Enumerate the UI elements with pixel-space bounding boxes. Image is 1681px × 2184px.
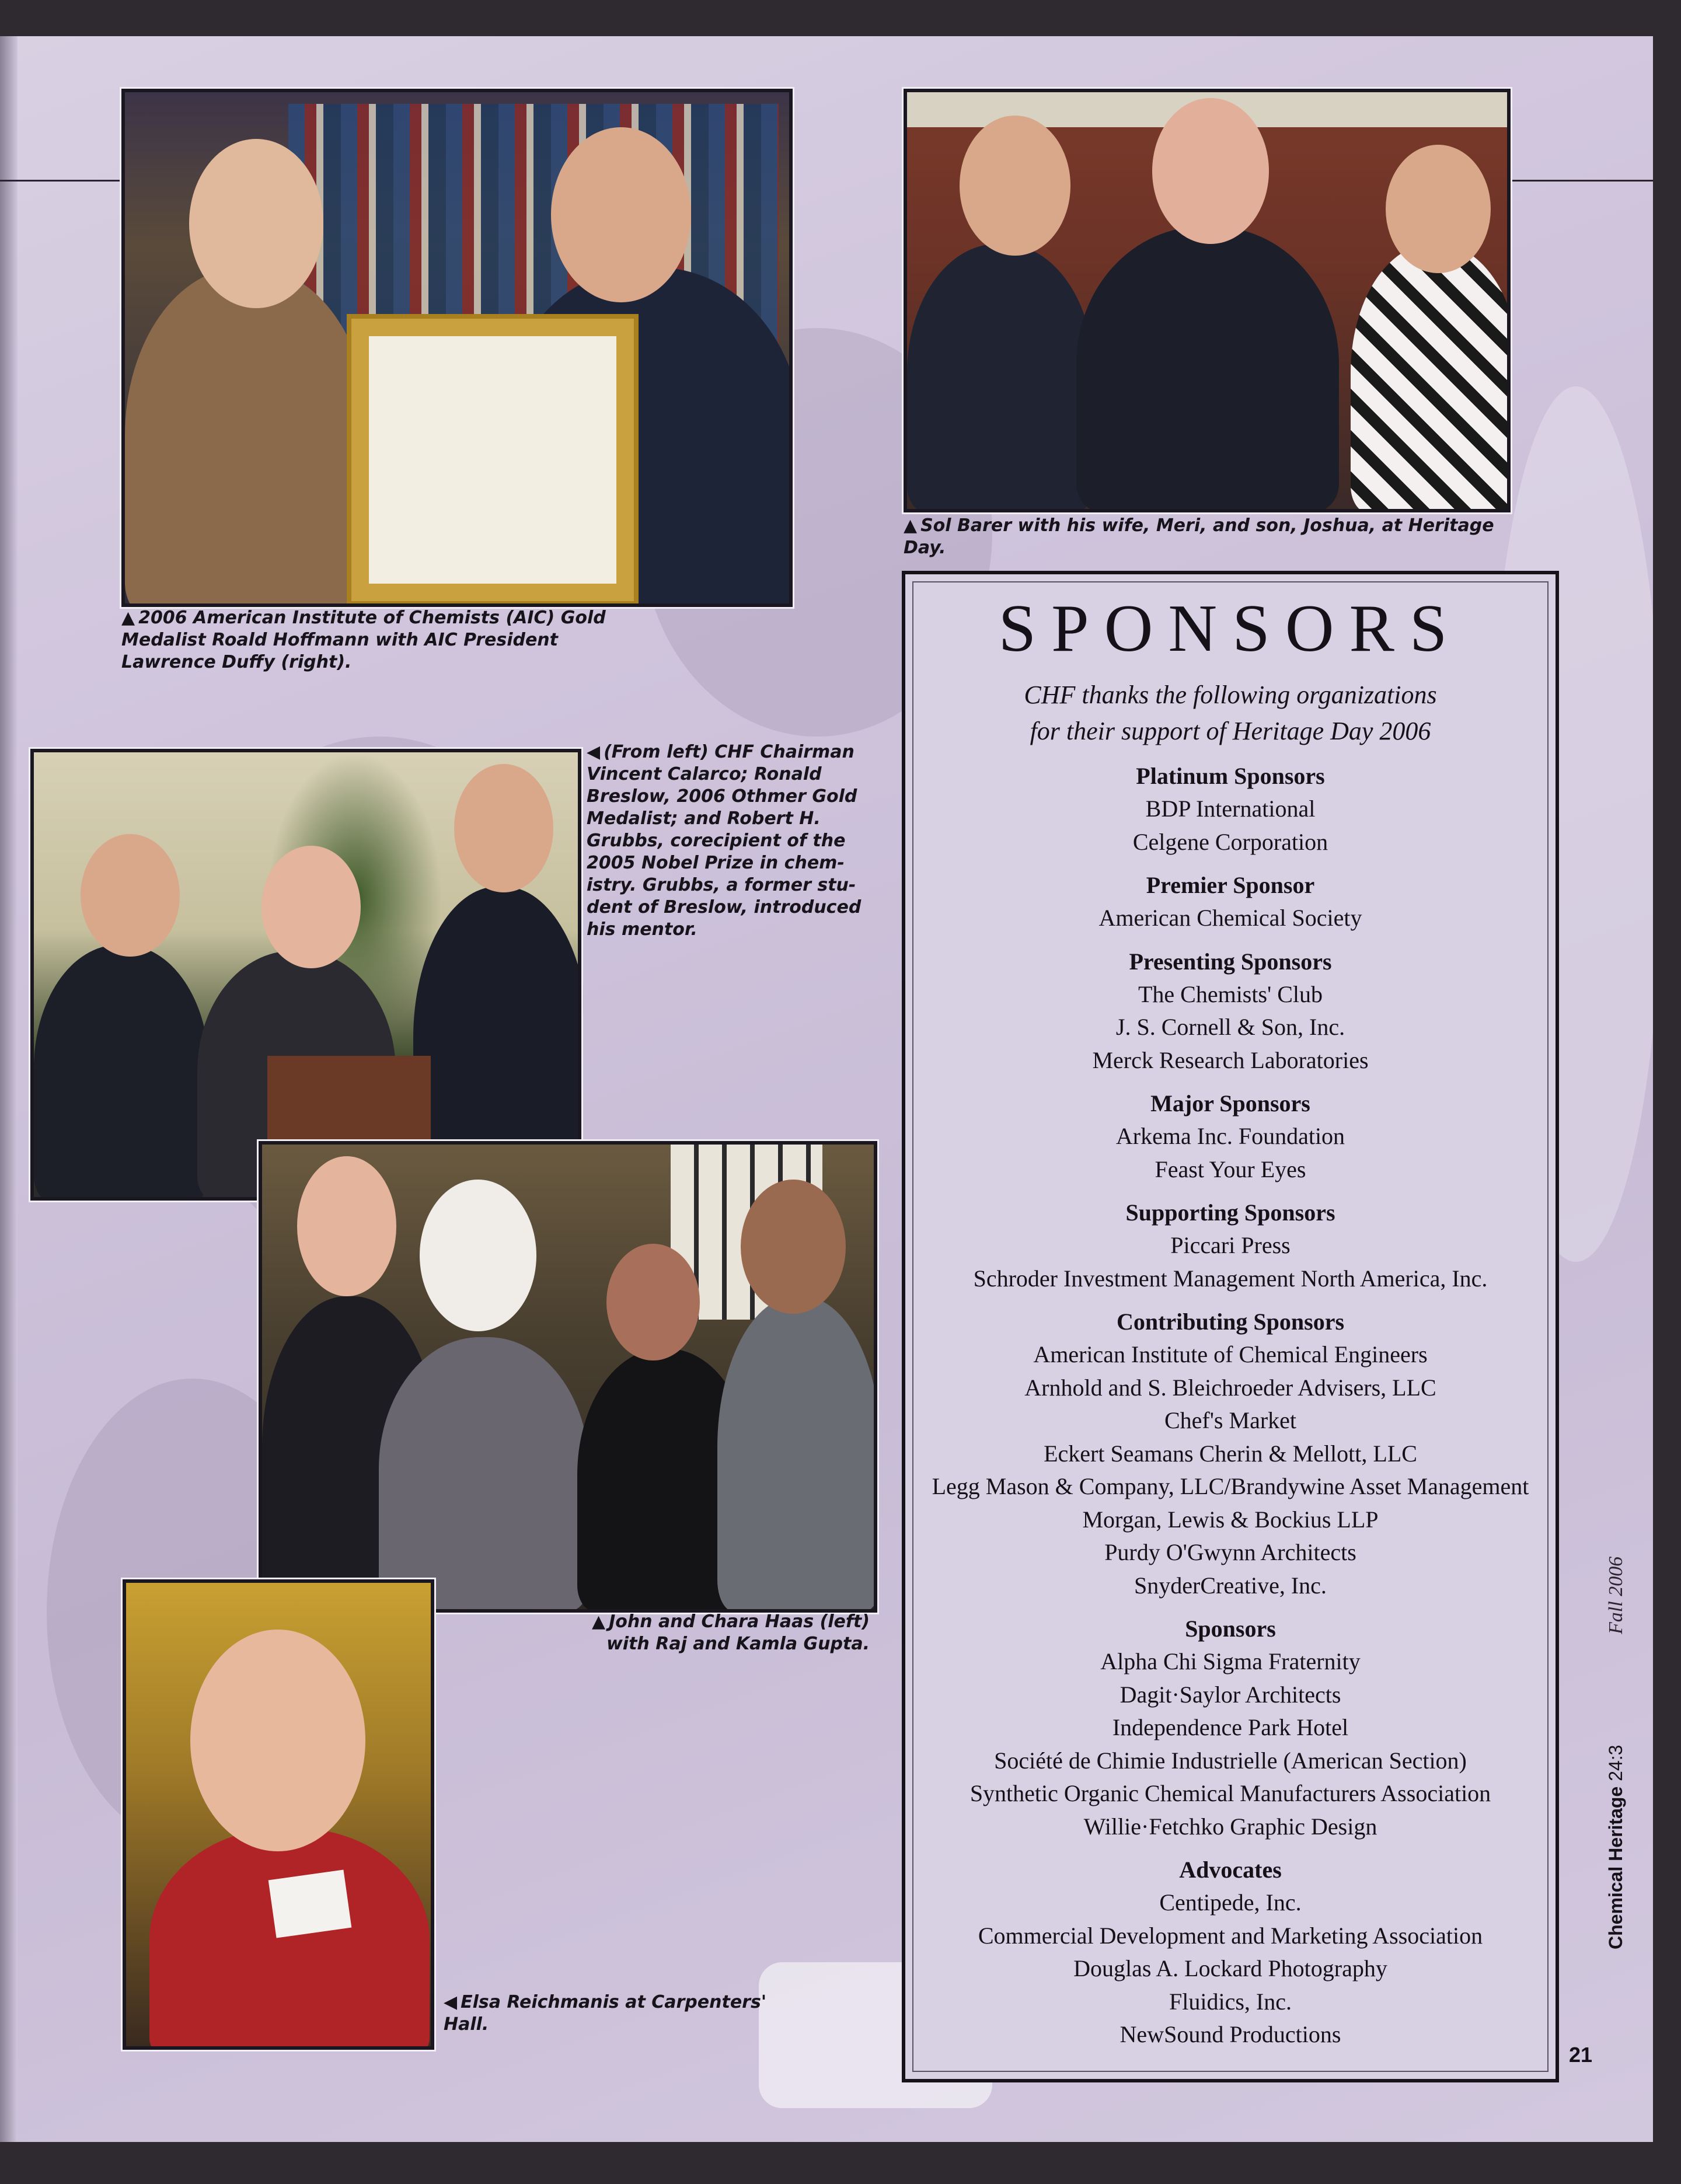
- sponsors-inner: [912, 581, 1549, 2072]
- photo-haas-gupta: [259, 1141, 877, 1613]
- sponsor-group-heading: Platinum Sponsors: [1136, 763, 1325, 789]
- sponsor-name: Schroder Investment Management North America, Inc.: [973, 1265, 1488, 1292]
- sponsor-name: Piccari Press: [1170, 1232, 1291, 1258]
- side-footer: [1605, 1556, 1640, 1949]
- person-reichmanis: [149, 1828, 430, 2050]
- sponsor-name: BDP International: [1145, 796, 1316, 822]
- sponsor-group: [913, 1196, 1547, 1295]
- sponsor-name: Douglas A. Lockard Photography: [1073, 1955, 1387, 1981]
- sponsor-group-heading: Premier Sponsor: [1146, 872, 1315, 898]
- sponsor-name: Independence Park Hotel: [1112, 1714, 1349, 1740]
- sponsor-group: [913, 869, 1547, 935]
- sponsor-group-heading: Sponsors: [1185, 1616, 1276, 1642]
- person-raj-gupta: [717, 1296, 877, 1611]
- sponsor-group: [913, 1613, 1547, 1843]
- sponsor-name: Willie·Fetchko Graphic Design: [1083, 1813, 1377, 1840]
- sponsor-group: [913, 1087, 1547, 1186]
- sponsor-name: American Institute of Chemical Engineers: [1033, 1341, 1428, 1367]
- sponsor-name: Commercial Development and Marketing Association: [978, 1922, 1483, 1949]
- sponsor-name: Dagit·Saylor Architects: [1119, 1681, 1341, 1708]
- person-meri: [1351, 244, 1511, 512]
- sponsor-group: [913, 1854, 1547, 2052]
- sponsor-group-heading: Presenting Sponsors: [1129, 948, 1332, 975]
- person-joshua: [907, 244, 1094, 512]
- sponsor-name: Celgene Corporation: [1132, 828, 1328, 855]
- caption-haas: ▲ John and Chara Haas (left) with Raj and Kamla Gupta.: [592, 1611, 870, 1654]
- photo-barer-family: [904, 89, 1511, 512]
- sponsor-group-heading: Major Sponsors: [1150, 1090, 1310, 1117]
- journal-name: Chemical Heritage 24:3: [1605, 1745, 1626, 1949]
- certificate: [369, 336, 616, 584]
- sponsor-group: [913, 1306, 1547, 1602]
- person-hoffmann: [125, 267, 370, 607]
- sponsor-group-heading: Advocates: [1179, 1857, 1282, 1883]
- sponsors-box: [902, 571, 1559, 2082]
- sponsor-name: Alpha Chi Sigma Fraternity: [1100, 1648, 1361, 1674]
- sponsor-name: Société de Chimie Industrielle (American Section): [994, 1747, 1467, 1774]
- sponsor-name: Morgan, Lewis & Bockius LLP: [1082, 1506, 1379, 1533]
- sponsor-name: Eckert Seamans Cherin & Mellott, LLC: [1044, 1440, 1417, 1467]
- sponsor-name: Synthetic Organic Chemical Manufacturers Association: [969, 1780, 1491, 1806]
- rule-line: [1506, 180, 1653, 182]
- caption-calarco: ◀ (From left) CHF Chairman Vincent Calarco; Ronald Breslow, 2006 Othmer Gold Medalist; and Robert H. Grubbs, corecipient of the 2005 Nobel Prize in chem-istry. Grubbs, a former stu-dent of Breslow, introduced his mentor.: [587, 742, 862, 940]
- sponsor-name: The Chemists' Club: [1138, 981, 1323, 1007]
- sponsor-name: Feast Your Eyes: [1155, 1156, 1306, 1182]
- sponsor-name: Legg Mason & Company, LLC/Brandywine Asset Management: [932, 1473, 1529, 1499]
- caption-barer: ▲ Sol Barer with his wife, Meri, and son, Joshua, at Heritage Day.: [904, 515, 1494, 558]
- person-sol-barer: [1076, 226, 1339, 512]
- caption-reichmanis: ◀ Elsa Reichmanis at Carpenters' Hall.: [444, 1992, 767, 2035]
- sponsor-groups: [913, 760, 1547, 2052]
- person-chara-haas: [379, 1337, 589, 1611]
- issue-season: Fall 2006: [1605, 1556, 1627, 1634]
- person-calarco: [34, 945, 209, 1201]
- sponsor-name: Centipede, Inc.: [1159, 1889, 1302, 1916]
- name-badge: [268, 1869, 352, 1938]
- sponsor-name: Fluidics, Inc.: [1169, 1988, 1292, 2015]
- sponsor-name: Chef's Market: [1164, 1407, 1297, 1433]
- caption-hoffmann: ▲ 2006 American Institute of Chemists (AIC) Gold Medalist Roald Hoffmann with AIC President Lawrence Duffy (right).: [121, 608, 606, 672]
- sponsor-group: [913, 760, 1547, 859]
- sponsors-intro: CHF thanks the following organizations for their support of Heritage Day 2006: [1024, 681, 1437, 745]
- sponsor-group: [913, 946, 1547, 1077]
- sponsor-name: American Chemical Society: [1098, 905, 1362, 931]
- sponsor-name: SnyderCreative, Inc.: [1134, 1572, 1327, 1599]
- sponsor-name: J. S. Cornell & Son, Inc.: [1115, 1014, 1345, 1040]
- sponsor-name: Arnhold and S. Bleichroeder Advisers, LLC: [1024, 1374, 1436, 1401]
- rule-line: [0, 180, 123, 182]
- sponsor-name: Purdy O'Gwynn Architects: [1104, 1539, 1356, 1565]
- certificate-frame: [347, 314, 639, 606]
- sponsor-name: Arkema Inc. Foundation: [1115, 1123, 1345, 1149]
- sponsor-group-heading: Contributing Sponsors: [1116, 1309, 1345, 1335]
- page-spine: [0, 36, 18, 2142]
- sponsor-name: NewSound Productions: [1119, 2021, 1341, 2047]
- sponsor-group-heading: Supporting Sponsors: [1125, 1199, 1335, 1226]
- sponsors-title: SPONSORS: [998, 591, 1463, 666]
- sponsor-name: Merck Research Laboratories: [1092, 1046, 1369, 1073]
- photo-hoffmann-duffy: [121, 89, 793, 607]
- photo-calarco-breslow-grubbs: [30, 749, 581, 1201]
- page-number: 21: [1569, 2043, 1593, 2067]
- photo-reichmanis: [123, 1579, 434, 2050]
